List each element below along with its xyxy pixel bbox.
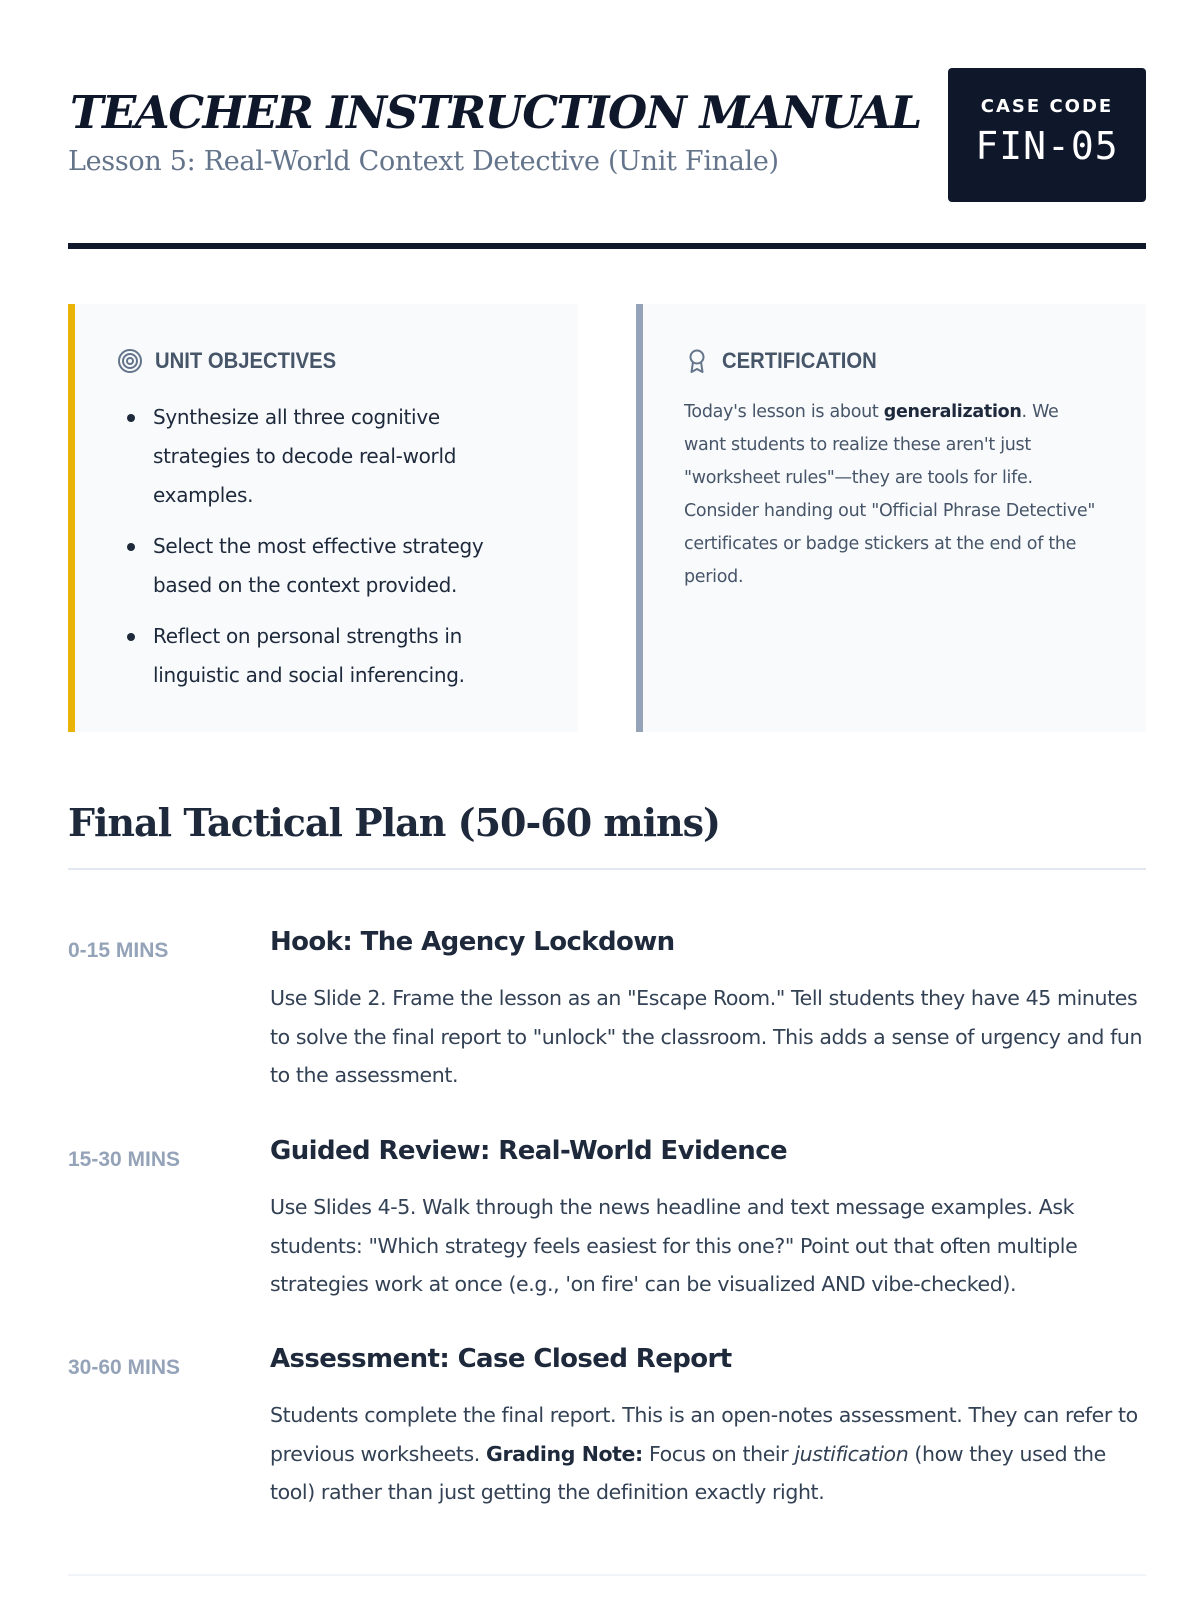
- certification-text-end: . We want students to realize these aren't just "worksheet rules"—they are tools for life. Consider handing out "Official Phrase Detective" certificates or badge stickers at the end of the period.: [684, 402, 1096, 587]
- certification-card: [636, 304, 1146, 732]
- time-label: 0-15 MINS: [68, 939, 169, 962]
- time-label: 30-60 MINS: [68, 1356, 181, 1379]
- body-text-start: Students complete the final report. This is an open-notes assessment. They can refer to previous worksheets.: [270, 1403, 1138, 1466]
- plan-item-body: Use Slide 2. Frame the lesson as an "Escape Room." Tell students they have 45 minutes to solve the final report to "unlock" the classroom. This adds a sense of urgency and fun to the assessment.: [270, 986, 1143, 1087]
- certification-emphasis: generalization: [883, 402, 1022, 422]
- certification-text: [684, 396, 1104, 594]
- case-code-label: CASE CODE: [980, 96, 1114, 117]
- list-item: Synthesize all three cognitive strategies to decode real-world examples.: [123, 398, 503, 515]
- case-code-badge: [948, 68, 1146, 202]
- plan-section-title: Final Tactical Plan (50-60 mins): [68, 800, 721, 845]
- certification-title: CERTIFICATION: [722, 348, 877, 373]
- plan-item-title: Assessment: Case Closed Report: [270, 1344, 732, 1374]
- body-text-middle: Focus on their: [642, 1441, 795, 1466]
- emphasis-justification: justification: [794, 1441, 909, 1466]
- list-item: Reflect on personal strengths in linguistic and social inferencing.: [123, 617, 503, 695]
- objectives-card: [68, 304, 578, 732]
- header-divider: [68, 243, 1146, 249]
- plan-item-title: Guided Review: Real-World Evidence: [270, 1136, 788, 1166]
- certification-heading: [684, 348, 890, 374]
- case-code-value: FIN-05: [975, 124, 1119, 168]
- section-divider: [68, 868, 1146, 870]
- header: [68, 68, 1146, 202]
- objectives-heading: [117, 348, 352, 374]
- plan-item-body: Use Slides 4-5. Walk through the news headline and text message examples. Ask students: "Which strategy feels easiest for this one?" Point out that often multiple strategies work at once (e.g., 'on fire' can be visualized AND vibe-checked).: [270, 1195, 1078, 1296]
- certification-text-start: Today's lesson is about: [684, 402, 884, 422]
- plan-item-body: [270, 1396, 1146, 1512]
- grading-note-label: Grading Note:: [486, 1441, 643, 1466]
- footer-divider: [68, 1574, 1146, 1576]
- page-title: TEACHER INSTRUCTION MANUAL: [70, 86, 921, 139]
- award-icon: [684, 348, 710, 374]
- list-item: Select the most effective strategy based on the context provided.: [123, 527, 503, 605]
- plan-item-title: Hook: The Agency Lockdown: [270, 927, 675, 957]
- objectives-list: [123, 398, 503, 707]
- target-icon: [117, 348, 143, 374]
- time-label: 15-30 MINS: [68, 1148, 181, 1171]
- lesson-subtitle: Lesson 5: Real-World Context Detective (Unit Finale): [68, 146, 779, 177]
- objectives-title: UNIT OBJECTIVES: [155, 348, 337, 373]
- body-text-end: (how they used the tool) rather than just getting the definition exactly right.: [270, 1441, 1106, 1504]
